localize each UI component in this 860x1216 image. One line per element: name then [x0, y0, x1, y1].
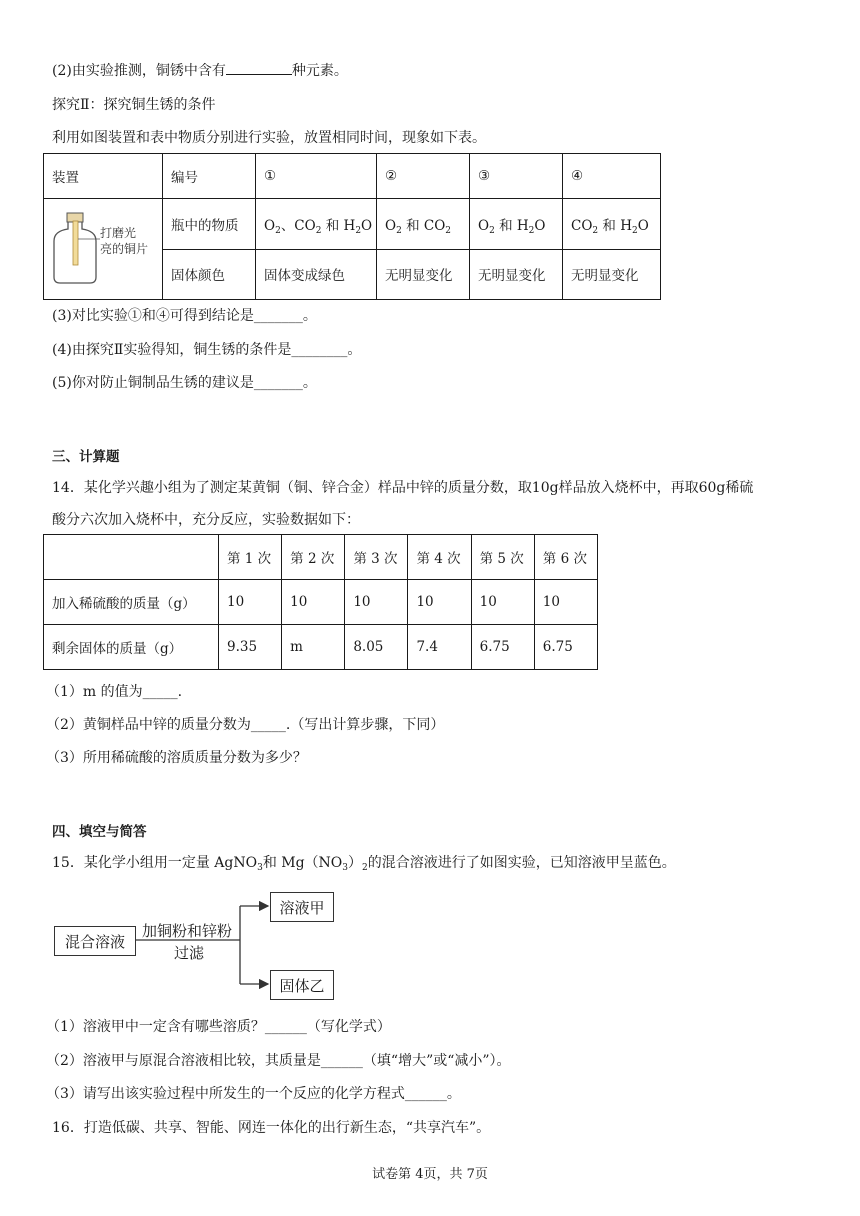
substance-2: $O_2$ 和 $CO_2$ [377, 199, 470, 250]
q13-part3: (3)对比实验①和④可得到结论是_______。 [52, 308, 317, 324]
q14-sub1: （1）m 的值为_____. [46, 684, 183, 700]
svg-text:亮的铜片: 亮的铜片 [100, 242, 149, 256]
device-cell [44, 199, 163, 300]
table-row: 固体颜色 固体变成绿色 无明显变化 无明显变化 无明显变化 [44, 249, 661, 300]
q15-sub3: （3）请写出该实验过程中所发生的一个反应的化学方程式______。 [46, 1086, 461, 1102]
q16-intro: 16．打造低碳、共享、智能、网连一体化的出行新生态，“共享汽车”。 [52, 1120, 491, 1136]
table-row: 剩余固体的质量（g） 9.35 m 8.05 7.4 6.75 6.75 [44, 625, 598, 670]
copper-rust-table [43, 153, 661, 300]
q14-intro-cont: 酸分六次加入烧杯中，充分反应，实验数据如下： [52, 512, 360, 528]
flow-diagram [54, 888, 354, 998]
q15-sub2: （2）溶液甲与原混合溶液相比较，其质量是______（填“增大”或“减小”）。 [46, 1053, 511, 1069]
table-row: 打磨光 亮的铜片 瓶中的物质 $O_2$、$CO_2$ 和 $H_2O$ $O_2$ 和 $CO_2$ $O_2$ 和 $H_2O$ $CO_2$ 和 $H_2O$ [44, 199, 661, 250]
explore2-intro: 利用如图装置和表中物质分别进行实验，放置相同时间，现象如下表。 [52, 130, 486, 146]
brass-data-table [43, 534, 598, 670]
flow-output-box: 溶液甲 [270, 892, 334, 922]
q14-sub2: （2）黄铜样品中锌的质量分数为_____.（写出计算步骤，下同） [46, 717, 445, 733]
q13-part5: (5)你对防止铜制品生锈的建议是_______。 [52, 375, 317, 391]
section-title: 三、计算题 [52, 449, 120, 465]
substance-3: $O_2$ 和 $H_2O$ [470, 199, 563, 250]
q14-sub3: （3）所用稀硫酸的溶质质量分数为多少？ [46, 750, 307, 766]
substance-1: $O_2$、$CO_2$ 和 $H_2O$ [256, 199, 377, 250]
bottle-with-copper-sheet-icon [44, 199, 162, 295]
table-row: 第 1 次 第 2 次 第 3 次 第 4 次 第 5 次 第 6 次 [44, 535, 598, 580]
answer-blank[interactable] [226, 60, 292, 75]
flow-start-box: 混合溶液 [54, 926, 136, 956]
q14-intro: 14．某化学兴趣小组为了测定某黄铜（铜、锌合金）样品中锌的质量分数，取10g样品放入烧杯中，再取60g稀硫 [52, 480, 754, 496]
explore2-title: 探究Ⅱ：探究铜生锈的条件 [52, 97, 216, 113]
q15-intro: 15．某化学小组用一定量 AgNO$_3$和 $Mg(NO_3)_2$的混合溶液进行了如图实验，已知溶液甲呈蓝色。 [52, 855, 676, 873]
section-title: 四、填空与简答 [52, 824, 147, 840]
q13-part2: (2)由实验推测，铜锈中含有 种元素。 [52, 60, 348, 81]
page-footer: 试卷第 4页，共 7页 [372, 1167, 488, 1182]
svg-text:打磨光: 打磨光 [100, 226, 137, 240]
table-row: 装置 编号 ① ② ③ ④ [44, 154, 661, 199]
flow-step-label: 加铜粉和锌粉 [142, 922, 233, 940]
substance-4: $CO_2$ 和 $H_2O$ [563, 199, 661, 250]
q13-part4: (4)由探究Ⅱ实验得知，铜生锈的条件是________。 [52, 342, 362, 358]
flow-output-box: 固体乙 [270, 970, 334, 1000]
table-row: 加入稀硫酸的质量（g） 10 10 10 10 10 10 [44, 580, 598, 625]
q15-sub1: （1）溶液甲中一定含有哪些溶质？______（写化学式） [46, 1019, 391, 1035]
flow-step-label: 过滤 [174, 944, 205, 962]
